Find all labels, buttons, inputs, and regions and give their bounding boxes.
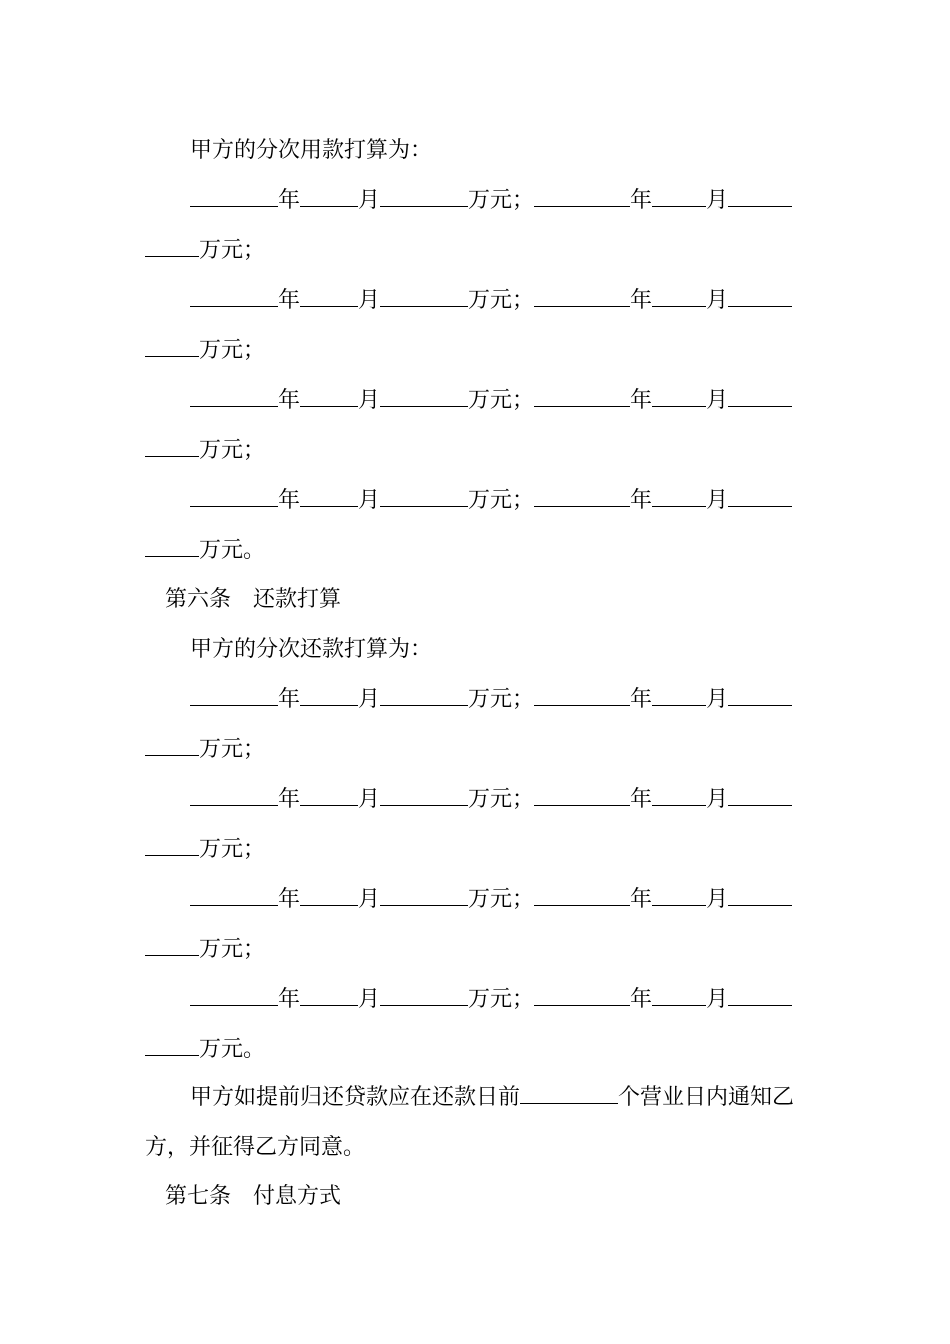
month-blank[interactable] — [300, 885, 358, 906]
year-blank[interactable] — [534, 486, 630, 507]
usage-row-3 — [190, 386, 792, 416]
amount-label: 万元； — [468, 687, 535, 712]
amount-blank[interactable] — [145, 336, 199, 357]
amount-blank[interactable] — [728, 386, 792, 407]
usage-row-4 — [190, 486, 792, 516]
month-label: 月 — [706, 987, 729, 1012]
amount-label: 万元； — [468, 887, 535, 912]
year-blank[interactable] — [534, 386, 630, 407]
year-label: 年 — [278, 388, 301, 413]
amount-label: 万元。 — [199, 1037, 266, 1062]
prepayment-text-b: 个营业日内通知乙 — [618, 1085, 795, 1110]
amount-blank[interactable] — [145, 1035, 199, 1056]
usage-row-3-cont — [145, 436, 265, 466]
month-blank[interactable] — [300, 386, 358, 407]
amount-label: 万元； — [468, 488, 535, 513]
amount-label: 万元； — [199, 837, 266, 862]
amount-blank[interactable] — [380, 286, 468, 307]
usage-row-2-cont — [145, 336, 265, 366]
month-label: 月 — [706, 787, 729, 812]
year-label: 年 — [278, 687, 301, 712]
amount-label: 万元。 — [199, 538, 266, 563]
year-blank[interactable] — [190, 785, 278, 806]
month-label: 月 — [706, 687, 729, 712]
month-blank[interactable] — [300, 685, 358, 706]
repay-row-2 — [190, 785, 792, 815]
amount-blank[interactable] — [380, 785, 468, 806]
year-blank[interactable] — [190, 186, 278, 207]
month-label: 月 — [358, 488, 381, 513]
amount-blank[interactable] — [145, 735, 199, 756]
amount-blank[interactable] — [728, 985, 792, 1006]
amount-label: 万元； — [468, 188, 535, 213]
repay-row-2-cont — [145, 835, 265, 865]
amount-label: 万元； — [199, 438, 266, 463]
repayment-plan-intro: 甲方的分次还款打算为： — [190, 637, 433, 662]
year-label: 年 — [630, 488, 653, 513]
repay-row-4-cont — [145, 1035, 265, 1065]
repay-row-4 — [190, 985, 792, 1015]
article-title: 还款打算 — [253, 587, 342, 612]
year-blank[interactable] — [534, 785, 630, 806]
amount-label: 万元； — [468, 288, 535, 313]
year-blank[interactable] — [534, 286, 630, 307]
month-blank[interactable] — [652, 785, 706, 806]
repay-row-1-cont — [145, 735, 265, 765]
amount-blank[interactable] — [380, 186, 468, 207]
year-label: 年 — [278, 288, 301, 313]
month-blank[interactable] — [652, 286, 706, 307]
amount-blank[interactable] — [145, 436, 199, 457]
amount-label: 万元； — [199, 937, 266, 962]
year-blank[interactable] — [190, 286, 278, 307]
amount-blank[interactable] — [145, 236, 199, 257]
amount-blank[interactable] — [728, 286, 792, 307]
month-label: 月 — [358, 987, 381, 1012]
month-blank[interactable] — [300, 186, 358, 207]
year-label: 年 — [278, 188, 301, 213]
amount-blank[interactable] — [380, 386, 468, 407]
amount-label: 万元； — [468, 388, 535, 413]
year-blank[interactable] — [190, 386, 278, 407]
repay-row-3-cont — [145, 935, 265, 965]
year-blank[interactable] — [190, 985, 278, 1006]
year-label: 年 — [278, 488, 301, 513]
month-blank[interactable] — [300, 985, 358, 1006]
month-label: 月 — [706, 887, 729, 912]
amount-blank[interactable] — [380, 685, 468, 706]
month-label: 月 — [706, 188, 729, 213]
month-label: 月 — [706, 388, 729, 413]
month-blank[interactable] — [300, 486, 358, 507]
month-label: 月 — [358, 288, 381, 313]
year-label: 年 — [630, 388, 653, 413]
month-blank[interactable] — [652, 885, 706, 906]
month-blank[interactable] — [652, 985, 706, 1006]
business-days-blank[interactable] — [520, 1083, 618, 1104]
usage-row-4-cont — [145, 536, 265, 566]
amount-blank[interactable] — [145, 935, 199, 956]
amount-blank[interactable] — [728, 785, 792, 806]
month-blank[interactable] — [652, 386, 706, 407]
prepayment-clause — [190, 1083, 794, 1113]
article-number: 第七条 — [165, 1184, 232, 1209]
amount-blank[interactable] — [145, 536, 199, 557]
month-label: 月 — [706, 488, 729, 513]
amount-blank[interactable] — [728, 186, 792, 207]
month-blank[interactable] — [652, 685, 706, 706]
year-label: 年 — [630, 687, 653, 712]
year-label: 年 — [630, 188, 653, 213]
repay-row-1 — [190, 685, 792, 715]
usage-row-1-cont — [145, 236, 265, 266]
amount-label: 万元； — [199, 338, 266, 363]
prepayment-clause-cont: 方，并征得乙方同意。 — [145, 1135, 366, 1160]
year-blank[interactable] — [534, 885, 630, 906]
amount-label: 万元； — [468, 787, 535, 812]
month-blank[interactable] — [652, 486, 706, 507]
year-blank[interactable] — [190, 685, 278, 706]
year-label: 年 — [630, 288, 653, 313]
year-blank[interactable] — [190, 486, 278, 507]
article-6-heading — [165, 585, 341, 615]
year-label: 年 — [278, 887, 301, 912]
month-blank[interactable] — [652, 186, 706, 207]
amount-blank[interactable] — [728, 885, 792, 906]
prepayment-text-a: 甲方如提前归还贷款应在还款日前 — [190, 1085, 521, 1110]
amount-label: 万元； — [468, 987, 535, 1012]
month-label: 月 — [358, 887, 381, 912]
year-label: 年 — [278, 787, 301, 812]
amount-blank[interactable] — [728, 685, 792, 706]
month-label: 月 — [358, 188, 381, 213]
article-number: 第六条 — [165, 587, 232, 612]
article-title: 付息方式 — [253, 1184, 342, 1209]
year-label: 年 — [278, 987, 301, 1012]
amount-label: 万元； — [199, 737, 266, 762]
article-7-heading — [165, 1182, 341, 1212]
year-blank[interactable] — [534, 985, 630, 1006]
year-blank[interactable] — [190, 885, 278, 906]
usage-plan-intro: 甲方的分次用款打算为： — [190, 138, 433, 163]
usage-row-2 — [190, 286, 792, 316]
month-label: 月 — [706, 288, 729, 313]
amount-label: 万元； — [199, 238, 266, 263]
repay-row-3 — [190, 885, 792, 915]
month-label: 月 — [358, 687, 381, 712]
year-label: 年 — [630, 987, 653, 1012]
amount-blank[interactable] — [380, 486, 468, 507]
amount-blank[interactable] — [380, 985, 468, 1006]
usage-row-1 — [190, 186, 792, 216]
month-blank[interactable] — [300, 785, 358, 806]
year-label: 年 — [630, 887, 653, 912]
year-label: 年 — [630, 787, 653, 812]
month-label: 月 — [358, 388, 381, 413]
amount-blank[interactable] — [380, 885, 468, 906]
amount-blank[interactable] — [145, 835, 199, 856]
month-blank[interactable] — [300, 286, 358, 307]
year-blank[interactable] — [534, 186, 630, 207]
amount-blank[interactable] — [728, 486, 792, 507]
month-label: 月 — [358, 787, 381, 812]
year-blank[interactable] — [534, 685, 630, 706]
